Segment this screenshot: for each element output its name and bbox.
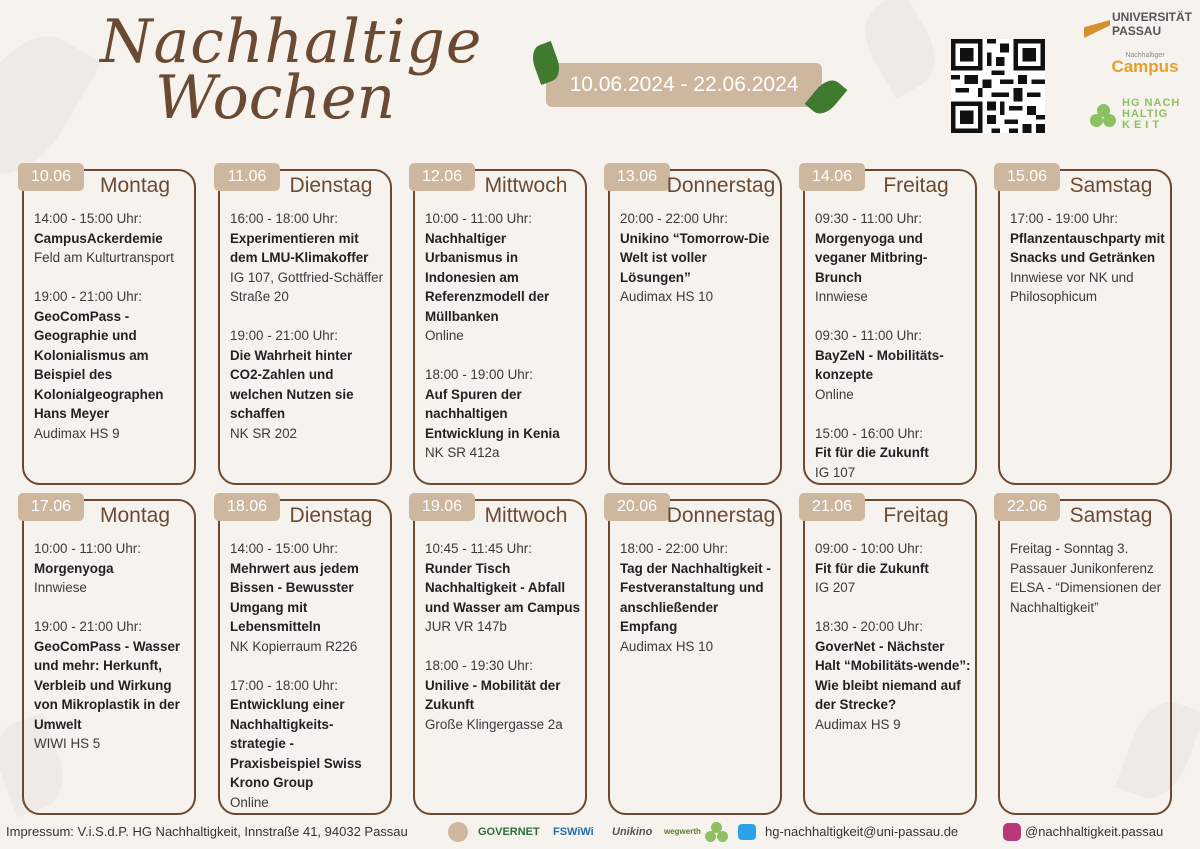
date-range-banner: 10.06.2024 - 22.06.2024: [546, 63, 822, 107]
day-date-badge: 17.06: [18, 493, 84, 521]
title-line-1: Nachhaltige: [100, 7, 483, 77]
day-events: [425, 539, 581, 754]
day-weekday: Montag: [99, 504, 171, 527]
day-weekday: Samstag: [1069, 504, 1153, 527]
event-item: [425, 539, 581, 637]
event-title: Tag der Nachhaltigkeit - Festveranstaltung und anschließender Empfang: [620, 560, 771, 634]
day-weekday: Donnerstag: [666, 504, 776, 527]
event-time: 19:00 - 21:00 Uhr:: [34, 289, 142, 304]
nachhaltiger-campus-logo: [1100, 52, 1190, 75]
hg-logo-line-2: HALTIG: [1122, 108, 1169, 120]
event-time: 14:00 - 15:00 Uhr:: [230, 541, 338, 556]
event-location: Innwiese: [34, 580, 87, 595]
event-time: 14:00 - 15:00 Uhr:: [34, 211, 142, 226]
event-location: IG 207: [815, 580, 856, 595]
event-time: 17:00 - 19:00 Uhr:: [1010, 211, 1118, 226]
day-weekday: Mittwoch: [484, 504, 568, 527]
governet-logo: GOVERNET: [478, 826, 540, 838]
event-location: Feld am Kulturtransport: [34, 250, 174, 265]
event-item: [815, 326, 971, 404]
event-title: Unilive - Mobilität der Zukunft: [425, 677, 561, 712]
day-card: [413, 499, 587, 815]
day-events: [425, 209, 581, 482]
hg-logo-line-1: HG NACH: [1122, 97, 1181, 109]
university-logo-mark: [1084, 20, 1110, 38]
event-item: [425, 656, 581, 734]
day-date-badge: 13.06: [604, 163, 670, 191]
day-date-badge: 22.06: [994, 493, 1060, 521]
event-location: Große Klingergasse 2a: [425, 716, 563, 732]
event-time: 16:00 - 18:00 Uhr:: [230, 211, 338, 226]
event-time: 09:00 - 10:00 Uhr:: [815, 541, 923, 556]
email-icon: [738, 824, 756, 840]
event-time: 17:00 - 18:00 Uhr:: [230, 677, 338, 693]
day-date-badge: 10.06: [18, 163, 84, 191]
event-title: Fit für die Zukunft: [815, 560, 929, 576]
wegwerth-logo: wegwerth: [664, 827, 701, 836]
event-time: 15:00 - 16:00 Uhr:: [815, 425, 923, 441]
event-title: Runder Tisch Nachhaltigkeit - Abfall und Wasser am Campus: [425, 560, 581, 615]
event-item: [34, 617, 190, 754]
event-title: Morgenyoga und veganer Mitbring-Brunch: [815, 230, 928, 285]
event-time: 10:00 - 11:00 Uhr:: [34, 541, 141, 556]
event-title: Pflanzentauschparty mit Snacks und Getränken: [1010, 230, 1165, 265]
day-events: [34, 209, 190, 463]
event-item: [425, 209, 581, 346]
event-time: 09:30 - 11:00 Uhr:: [815, 211, 922, 226]
event-item: [1010, 209, 1166, 307]
page-title: [100, 7, 483, 133]
day-card: [998, 499, 1172, 815]
event-title: Fit für die Zukunft: [815, 445, 929, 460]
event-title: Experimentieren mit dem LMU-Klimakoffer: [230, 230, 369, 265]
event-item: [815, 617, 971, 734]
event-time: 19:00 - 21:00 Uhr:: [230, 328, 338, 343]
day-date-badge: 21.06: [799, 493, 865, 521]
impressum-text: Impressum: V.i.S.d.P. HG Nachhaltigkeit, Innstraße 41, 94032 Passau: [6, 824, 408, 839]
event-item: [815, 424, 971, 483]
day-date-badge: 14.06: [799, 163, 865, 191]
event-item: [815, 539, 971, 598]
day-events: [815, 209, 971, 502]
event-location: Innwiese vor NK und Philosophicum: [1010, 269, 1134, 304]
event-item: [230, 209, 386, 307]
event-location: Online: [230, 794, 269, 810]
event-title: CampusAckerdemie: [34, 230, 163, 246]
event-location: Online: [425, 328, 464, 343]
event-title: Auf Spuren der nachhaltigen Entwicklung in Kenia: [425, 386, 560, 441]
event-location: Audimax HS 9: [815, 716, 901, 732]
day-date-badge: 18.06: [214, 493, 280, 521]
event-title: BayZeN - Mobilitäts-konzepte: [815, 347, 944, 382]
day-date-badge: 20.06: [604, 493, 670, 521]
event-time: 18:00 - 19:00 Uhr:: [425, 367, 533, 382]
day-events: [230, 539, 386, 832]
event-location: Innwiese: [815, 289, 868, 304]
day-events: [620, 209, 776, 326]
event-item: [34, 539, 190, 598]
event-location: Audimax HS 10: [620, 289, 714, 304]
event-time: 10:00 - 11:00 Uhr:: [425, 211, 532, 226]
event-location: IG 107, Gottfried-Schäffer Straße 20: [230, 269, 384, 304]
hg-nachhaltigkeit-logo: [1090, 98, 1190, 134]
event-location: WIWI HS 5: [34, 736, 101, 751]
day-weekday: Dienstag: [289, 174, 373, 197]
hg-logo-line-3: KEIT: [1122, 119, 1164, 131]
event-title: Die Wahrheit hinter CO2-Zahlen und welchen Nutzen sie schaffen: [230, 347, 354, 421]
event-location: NK Kopierraum R226: [230, 638, 358, 654]
hg-small-logo: [705, 822, 729, 842]
event-title: Morgenyoga: [34, 560, 114, 576]
event-time: 10:45 - 11:45 Uhr:: [425, 541, 532, 556]
footer: [0, 818, 1200, 846]
day-card: [218, 499, 392, 815]
event-item: [34, 209, 190, 268]
event-item: [425, 365, 581, 463]
day-events: [230, 209, 386, 463]
event-time: 19:00 - 21:00 Uhr:: [34, 619, 142, 634]
day-events: [34, 539, 190, 773]
qr-code[interactable]: [951, 39, 1045, 133]
event-location: Audimax HS 10: [620, 638, 714, 654]
fswiwi-logo: FSWiWi: [553, 826, 594, 838]
event-time: 09:30 - 11:00 Uhr:: [815, 328, 922, 343]
day-weekday: Freitag: [883, 174, 949, 197]
campus-logo-small: Nachhaltiger: [1125, 52, 1165, 59]
hg-logo-mark: [1090, 104, 1118, 128]
day-card: [22, 169, 196, 485]
event-title: GeoComPass - Geographie und Kolonialismus am Beispiel des Kolonialgeographen Hans Meyer: [34, 308, 164, 421]
event-title: Mehrwert aus jedem Bissen - Bewusster Umgang mit Lebensmitteln: [230, 560, 359, 634]
university-passau-logo: [1082, 8, 1194, 44]
title-line-2: Wochen: [155, 63, 396, 133]
day-card: [608, 169, 782, 485]
day-weekday: Montag: [99, 174, 171, 197]
ellipse-partner-logo: [448, 822, 468, 842]
day-events: [1010, 539, 1166, 637]
event-item: [230, 676, 386, 813]
day-card: [218, 169, 392, 485]
event-location: JUR VR 147b: [425, 619, 507, 634]
day-events: [1010, 209, 1166, 326]
campus-logo-big: Campus: [1111, 57, 1179, 76]
event-title: Entwicklung einer Nachhaltigkeits-strategie - Praxisbeispiel Swiss Krono Group: [230, 697, 362, 790]
university-logo-text: UNIVERSITÄT PASSAU: [1112, 10, 1193, 38]
event-title: Unikino “Tomorrow-Die Welt ist voller Lösungen”: [620, 230, 770, 285]
event-location: Online: [815, 386, 854, 402]
day-card: [22, 499, 196, 815]
event-item: [34, 287, 190, 443]
event-title: Nachhaltiger Urbanismus in Indonesien am Referenzmodell der Müllbanken: [425, 230, 550, 324]
day-date-badge: 15.06: [994, 163, 1060, 191]
day-weekday: Dienstag: [289, 504, 373, 527]
day-weekday: Freitag: [883, 504, 949, 527]
event-description: Freitag - Sonntag 3. Passauer Junikonferenz ELSA - “Dimensionen der Nachhaltigkeit”: [1010, 541, 1162, 615]
day-date-badge: 19.06: [409, 493, 475, 521]
event-time: 18:30 - 20:00 Uhr:: [815, 619, 923, 634]
unikino-logo: Unikino: [612, 826, 653, 838]
instagram-icon: [1003, 823, 1021, 841]
day-weekday: Mittwoch: [484, 174, 568, 197]
event-time: 18:00 - 19:30 Uhr:: [425, 658, 533, 673]
event-item: [1010, 539, 1166, 617]
instagram-link[interactable]: @nachhaltigkeit.passau: [1025, 824, 1164, 839]
event-time: 18:00 - 22:00 Uhr:: [620, 541, 728, 556]
event-location: NK SR 202: [230, 425, 297, 441]
day-card: [998, 169, 1172, 485]
event-item: [230, 539, 386, 656]
day-card: [803, 499, 977, 815]
day-date-badge: 12.06: [409, 163, 475, 191]
event-title: GoverNet - Nächster Halt “Mobilitäts-wende”: Wie bleibt niemand auf der Strecke?: [815, 638, 971, 712]
day-card: [608, 499, 782, 815]
email-link[interactable]: hg-nachhaltigkeit@uni-passau.de: [765, 824, 959, 839]
day-date-badge: 11.06: [214, 163, 280, 191]
day-weekday: Donnerstag: [666, 174, 776, 197]
event-item: [620, 209, 776, 307]
event-location: Audimax HS 9: [34, 425, 120, 441]
event-location: IG 107: [815, 464, 856, 480]
event-title: GeoComPass - Wasser und mehr: Herkunft, Verbleib und Wirkung von Mikroplastik in der Umwelt: [34, 638, 181, 732]
event-item: [620, 539, 776, 656]
day-card: [803, 169, 977, 485]
day-weekday: Samstag: [1069, 174, 1153, 197]
event-item: [815, 209, 971, 307]
day-events: [815, 539, 971, 754]
day-card: [413, 169, 587, 485]
event-time: 20:00 - 22:00 Uhr:: [620, 211, 728, 226]
event-location: NK SR 412a: [425, 445, 500, 460]
event-item: [230, 326, 386, 443]
background-leaf-decoration: [852, 0, 949, 99]
day-events: [620, 539, 776, 676]
